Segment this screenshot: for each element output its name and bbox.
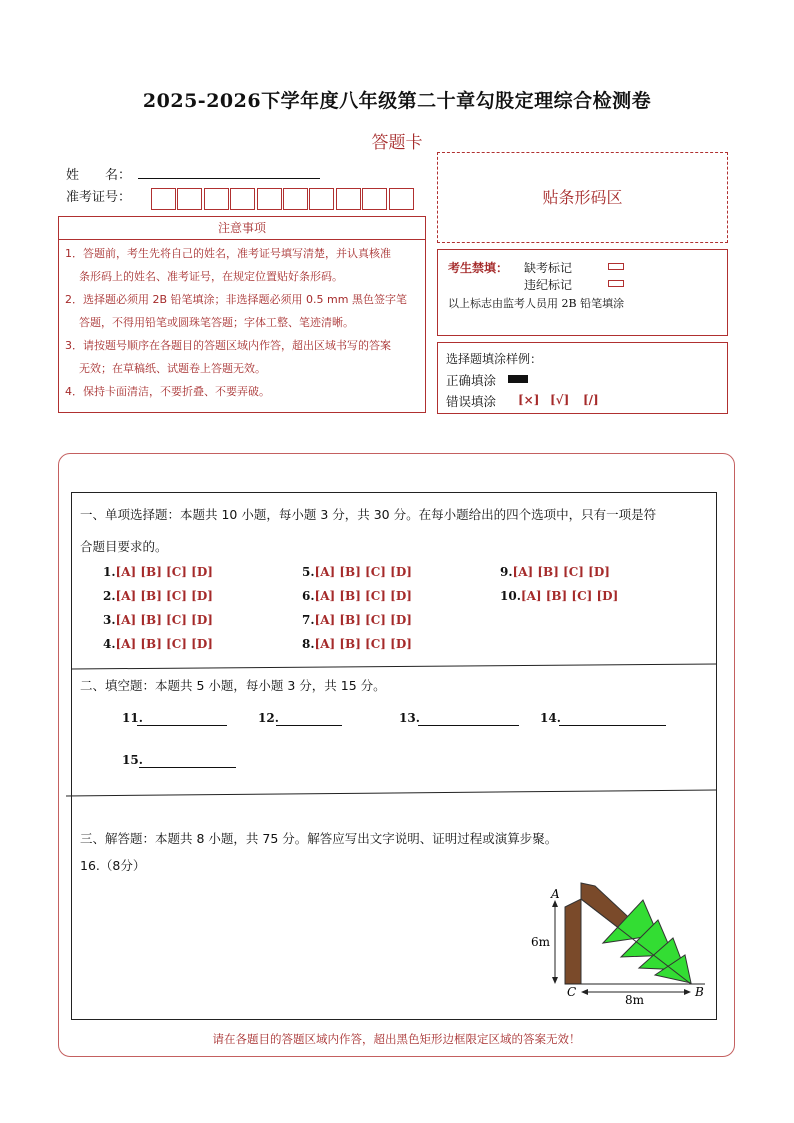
examiner-note: 以上标志由监考人员用 2B 铅笔填涂 [448,297,625,310]
wrong-mark-slash: [/] [583,393,599,407]
exam-id-digit-box[interactable] [230,188,255,210]
blank-q13-number: 13. [399,711,420,725]
exam-id-digit-box[interactable] [204,188,229,210]
frame-left [71,492,72,1020]
point-a-label: A [551,887,560,901]
choice-q6[interactable]: 6.[A] [B] [C] [D] [302,589,412,603]
exam-id-digit-box[interactable] [362,188,387,210]
notice-item-2: 2．选择题必须用 2B 铅笔填涂；非选择题必须用 0.5 mm 黑色签字笔 答题，不得用铅笔或圆珠笔答题；字体工整、笔迹清晰。 [65,293,407,329]
choice-q3[interactable]: 3.[A] [B] [C] [D] [103,613,213,627]
examiner-only-label: 考生禁填： [448,261,509,275]
notice-box [58,216,426,413]
notice-item-3: 3．请按题号顺序在各题目的答题区域内作答，超出区域书写的答案 无效；在草稿纸、试题卷上答题无效。 [65,339,391,375]
section-divider-1 [71,660,717,670]
choice-q7[interactable]: 7.[A] [B] [C] [D] [302,613,412,627]
frame-bottom [71,1019,717,1020]
exam-id-digit-box[interactable] [177,188,202,210]
wrong-mark-cross: [×] [518,393,540,407]
exam-id-digit-box[interactable] [389,188,414,210]
blank-q13[interactable] [418,725,519,726]
choice-q1[interactable]: 1.[A] [B] [C] [D] [103,565,213,579]
exam-title: 2025-2026下学年度八年级第二十章勾股定理综合检测卷 [142,90,652,112]
question-16-label: 16.（8分） [80,858,146,873]
name-label: 姓 名： [66,168,132,183]
height-label: 6m [531,935,551,949]
exam-id-digit-box[interactable] [336,188,361,210]
examiner-only-box [437,249,728,336]
blank-q14-number: 14. [540,711,561,725]
frame-top [71,492,717,493]
blank-q11[interactable] [137,725,227,726]
exam-id-digit-box[interactable] [151,188,176,210]
exam-id-digit-box[interactable] [309,188,334,210]
choice-q4[interactable]: 4.[A] [B] [C] [D] [103,637,213,651]
base-label: 8m [625,993,645,1005]
violation-mark-box[interactable] [608,280,624,287]
wrong-fill-label: 错误填涂 [446,394,497,409]
blank-q11-number: 11. [122,711,143,725]
section-divider-2 [66,788,716,798]
wrong-mark-check: [√] [550,393,570,407]
choice-q8[interactable]: 8.[A] [B] [C] [D] [302,637,412,651]
frame-right [716,492,717,1020]
fill-sample-heading: 选择题填涂样例： [446,352,543,366]
choice-q9[interactable]: 9.[A] [B] [C] [D] [500,565,610,579]
barcode-area: 贴条形码区 [437,152,728,243]
correct-fill-sample [508,375,528,383]
notice-item-4: 4．保持卡面清洁，不要折叠、不要弄破。 [65,385,270,398]
exam-id-digit-box[interactable] [257,188,282,210]
footer-warning: 请在各题目的答题区域内作答，超出黑色矩形边框限定区域的答案无效！ [212,1032,581,1046]
section3-heading: 三、解答题：本题共 8 小题，共 75 分。解答应写出文字说明、证明过程或演算步聚。 [80,831,558,846]
choice-q2[interactable]: 2.[A] [B] [C] [D] [103,589,213,603]
blank-q15[interactable] [139,767,236,768]
point-c-label: C [567,985,577,999]
absent-mark-box[interactable] [608,263,624,270]
name-field[interactable] [138,178,320,179]
section1-heading-line2: 合题目要求的。 [80,539,168,554]
answer-sheet-label: 答题卡 [371,133,423,153]
notice-item-1: 1．答题前，考生先将自己的姓名，准考证号填写清楚，并认真核准 条形码上的姓名、准考证号，在规定位置贴好条形码。 [65,247,391,283]
exam-id-label: 准考证号： [66,190,132,205]
choice-q10[interactable]: 10.[A] [B] [C] [D] [500,589,619,603]
section2-heading: 二、填空题：本题共 5 小题，每小题 3 分，共 15 分。 [80,678,386,693]
absent-mark-label: 缺考标记 [524,261,573,275]
point-b-label: B [695,985,704,999]
exam-id-digit-box[interactable] [283,188,308,210]
fill-sample-box [437,342,728,414]
question-16-figure [525,880,715,1005]
blank-q14[interactable] [559,725,666,726]
choice-q5[interactable]: 5.[A] [B] [C] [D] [302,565,412,579]
section1-heading-line1: 一、单项选择题：本题共 10 小题，每小题 3 分，共 30 分。在每小题给出的四个选项中，只有一项是符 [80,507,657,522]
blank-q12-number: 12. [258,711,279,725]
violation-mark-label: 违纪标记 [524,278,573,292]
correct-fill-label: 正确填涂 [446,373,497,388]
blank-q15-number: 15. [122,753,143,767]
blank-q12[interactable] [276,725,342,726]
notice-heading: 注意事项 [59,217,425,240]
